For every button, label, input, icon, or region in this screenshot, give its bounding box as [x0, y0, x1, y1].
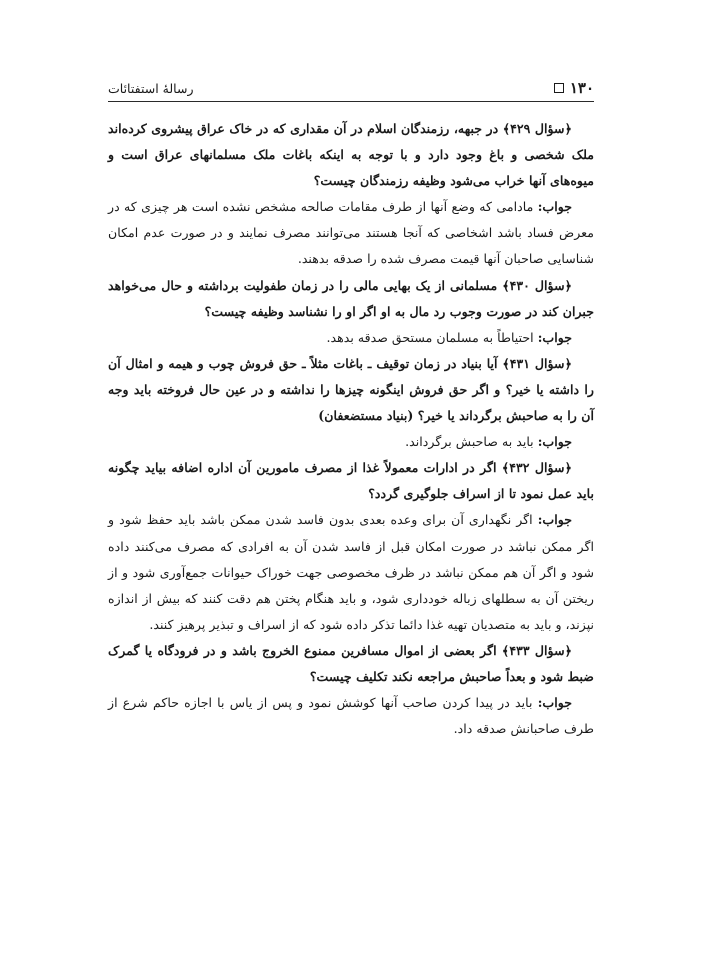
- question-text: اگر در ادارات معمولاً غذا از مصرف مامورین آن اداره اضافه بیاید چگونه باید عمل نمود تا از اسراف جلوگیری گردد؟: [108, 460, 594, 502]
- question-text: اگر بعضی از اموال مسافرین ممنوع الخروج باشد و در فرودگاه یا گمرک ضبط شود و بعداً صاحبش مراجعه نکند تکلیف چیست؟: [108, 642, 594, 684]
- question-label: ﴿سؤال ۴۳۳﴾: [501, 642, 572, 658]
- answer-label: جواب:: [537, 434, 572, 450]
- page-number: ۱۳۰: [569, 79, 594, 97]
- answer-text: مادامی که وضع آنها از طرف مقامات صالحه مشخص نشده است هر چیزی که در معرض فساد باشد اشخاصی که آنجا هستند می‌توانند مصرف نمایند و در صورت عدم امکان شناسایی صاحبان آنها قیمت مصرف شده را صدقه بدهند.: [108, 199, 594, 267]
- question-text: آیا بنیاد در زمان توقیف ـ باغات مثلاً ـ حق فروش چوب و هیمه و امثال آن را داشته یا خیر؟ و اگر حق فروش اینگونه چیزها را نداشته و در عین حال فروخته باید وجه آن را به صاحبش برگرداند یا خیر؟ (بنیاد مستضعفان): [108, 355, 594, 424]
- answer-text: باید در پیدا کردن صاحب آنها کوشش نمود و پس از یاس با اجازه حاکم شرع از طرف صاحبانش صدقه داد.: [108, 695, 594, 737]
- answer-label: جواب:: [537, 695, 572, 711]
- question-label: ﴿سؤال ۴۳۰﴾: [502, 277, 572, 293]
- question-label: ﴿سؤال ۴۲۹﴾: [502, 121, 572, 136]
- page-body: [108, 116, 594, 742]
- question-429: [108, 116, 594, 194]
- page-header: [108, 75, 594, 102]
- answer-431: [108, 429, 594, 455]
- answer-text: باید به صاحبش برگرداند.: [405, 434, 534, 450]
- question-432: [108, 455, 594, 507]
- answer-label: جواب:: [537, 199, 572, 215]
- square-bullet-icon: [554, 83, 564, 93]
- question-431: [108, 351, 594, 429]
- question-text: مسلمانی از یک بهایی مالی را در زمان طفولیت برداشته و حال می‌خواهد جبران کند در صورت وجوب رد مال به او اگر او را نشناسد وظیفه چیست؟: [108, 277, 594, 319]
- answer-432: [108, 507, 594, 637]
- page-number-group: [554, 79, 594, 97]
- answer-label: جواب:: [537, 512, 572, 528]
- question-text: در جبهه، رزمندگان اسلام در آن مقداری که در خاک عراق پیشروی کرده‌اند ملک شخصی و باغ وجود دارد و با توجه به اینکه باغات ملک مسلمانهای عراق است و میوه‌های آنها خراب می‌شود وظیفه رزمندگان چیست؟: [108, 121, 594, 189]
- question-433: [108, 638, 594, 690]
- answer-text: احتیاطاً به مسلمان مستحق صدقه بدهد.: [326, 329, 534, 345]
- answer-429: [108, 194, 594, 272]
- question-label: ﴿سؤال ۴۳۲﴾: [501, 460, 572, 476]
- answer-433: [108, 690, 594, 742]
- question-430: [108, 273, 594, 325]
- running-title: رسالهٔ استفتائات: [108, 80, 194, 96]
- answer-430: [108, 325, 594, 351]
- question-label: ﴿سؤال ۴۳۱﴾: [502, 355, 572, 371]
- answer-label: جواب:: [537, 329, 572, 345]
- answer-text: اگر نگهداری آن برای وعده بعدی بدون فاسد شدن ممکن باشد باید حفظ شود و اگر ممکن نباشد در صورت امکان قبل از فاسد شدن آن به افرادی که مصرف می‌کنند داده شود و اگر آن هم ممکن نباشد در ظرف مخصوصی جهت خوراک حیوانات جمع‌آوری شود و از ریختن آن به سطلهای زباله خودداری شود، و باید هنگام پختن هم دقت کنند که بیش از اندازه نپزند، و باید به متصدیان تهیه غذا دائما تذکر داده شود که از اسراف و تبذیر پرهیز کنند.: [108, 512, 594, 632]
